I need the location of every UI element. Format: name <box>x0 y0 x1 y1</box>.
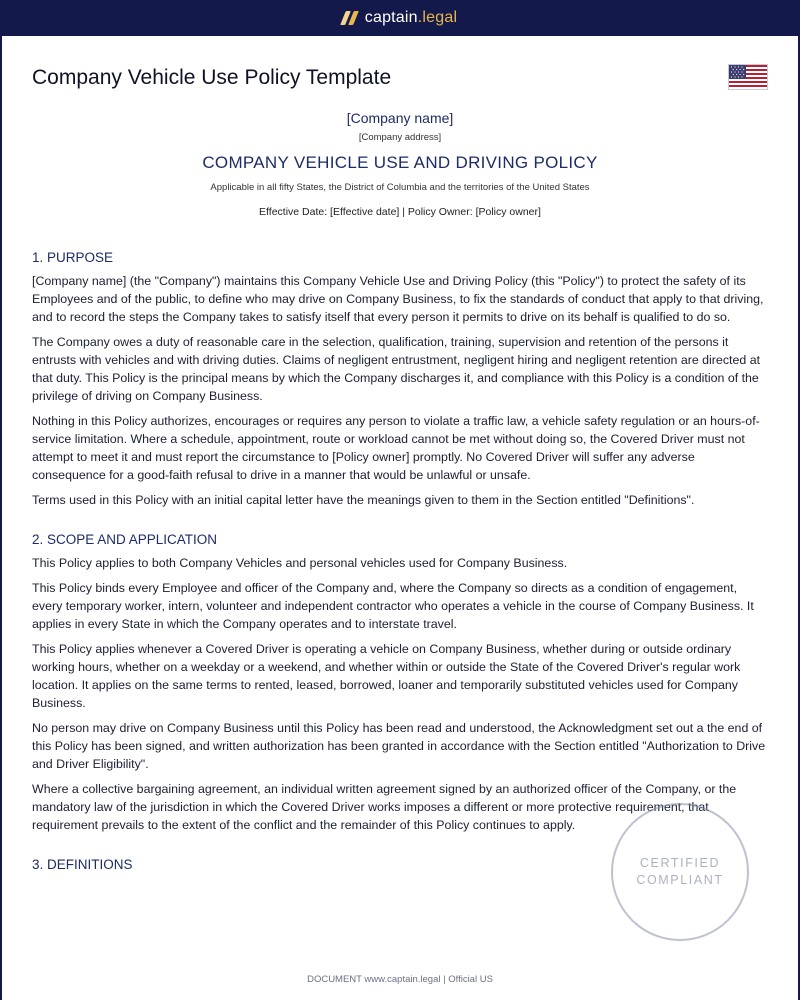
paragraph: Terms used in this Policy with an initial capital letter have the meanings given to them in the Section entitled "Definitions". <box>32 493 695 507</box>
paragraph: The Company owes a duty of reasonable care in the selection, qualification, training, supervision and retention of the persons it entrusts with vehicles and with driving duties. Claims of negligent entrustment, negligent hiring and negligent retention are directed at that duty. This Policy is the principal means by which the Company discharges it, and compliance with this Policy is a condition of the privilege of driving on Company Business. <box>32 335 761 403</box>
captain-logo-icon <box>340 11 359 25</box>
applicability-note: Applicable in all fifty States, the District of Columbia and the territories of the United States <box>210 182 590 193</box>
paragraph: No person may drive on Company Business until this Policy has been read and understood, the Acknowledgment set out a the end of this Policy has been signed, and written authorization has been granted in accordance with the Section entitled "Authorization to Drive and Driver Eligibility". <box>32 721 766 771</box>
paragraph: This Policy applies whenever a Covered Driver is operating a vehicle on Company Business, whether during or outside ordinary working hours, whether on a weekday or a weekend, and whether within or outside the State of the Covered Driver's regular work location. It applies on the same terms to rented, leased, borrowed, loaner and temporarily substituted vehicles used for Company Business. <box>32 642 741 710</box>
certified-compliant-stamp <box>611 803 749 941</box>
document-title: COMPANY VEHICLE USE AND DRIVING POLICY <box>202 153 598 172</box>
paragraph: Where a collective bargaining agreement, an individual written agreement signed by an authorized officer of the Company, or the mandatory law of the jurisdiction in which the Covered Driver works imposes a different or more protective requirement, that requirement prevails to the extent of the conflict and the remainder of this Policy continues to apply. <box>32 782 737 832</box>
company-address: [Company address] <box>358 132 442 143</box>
brand-wordmark <box>365 9 457 27</box>
paragraph: This Policy applies to both Company Vehicles and personal vehicles used for Company Business. <box>32 556 568 570</box>
page-title: Company Vehicle Use Policy Template <box>32 66 392 89</box>
paragraph: This Policy binds every Employee and officer of the Company and, where the Company so directs as a condition of engagement, every temporary worker, intern, volunteer and independent contractor who operates a vehicle in the course of Company Business. It applies in every State in which the Company operates and to interstate travel. <box>32 581 754 631</box>
brand-logo[interactable] <box>343 9 457 27</box>
company-name: [Company name] <box>346 110 454 126</box>
stamp-line: COMPLIANT <box>636 873 724 887</box>
effective-date-line: Effective Date: [Effective date] | Policy Owner: [Policy owner] <box>259 206 541 218</box>
section-heading: 1. PURPOSE <box>32 250 114 265</box>
paragraph: Nothing in this Policy authorizes, encourages or requires any person to violate a traffic law, a vehicle safety regulation or an hours-of-service limitation. Where a schedule, appointment, route or workload cannot be met without doing so, the Covered Driver must not attempt to meet it and must report the circumstance to [Policy owner] promptly. No Covered Driver will suffer any adverse consequence for a good-faith refusal to drive in a manner that would be unlawful or unsafe. <box>32 414 760 482</box>
footer-text: DOCUMENT www.captain.legal | Official US <box>307 974 493 985</box>
stamp-line: CERTIFIED <box>639 856 721 870</box>
paragraph: [Company name] (the "Company") maintains this Company Vehicle Use and Driving Policy (this "Policy") to protect the safety of its Employees and of the public, to define who may drive on Company Business, to fix the standards of conduct that apply to that driving, and to record the steps the Company takes to satisfy itself that every person it permits to drive on its behalf is qualified to do so. <box>32 274 764 324</box>
policy-body <box>32 249 770 879</box>
top-bar <box>0 0 800 36</box>
section-heading: 2. SCOPE AND APPLICATION <box>32 532 218 547</box>
brand-tld: .legal <box>417 9 458 26</box>
us-flag-icon <box>728 64 768 90</box>
brand-name: captain <box>364 9 418 26</box>
section-heading: 3. DEFINITIONS <box>32 857 133 872</box>
